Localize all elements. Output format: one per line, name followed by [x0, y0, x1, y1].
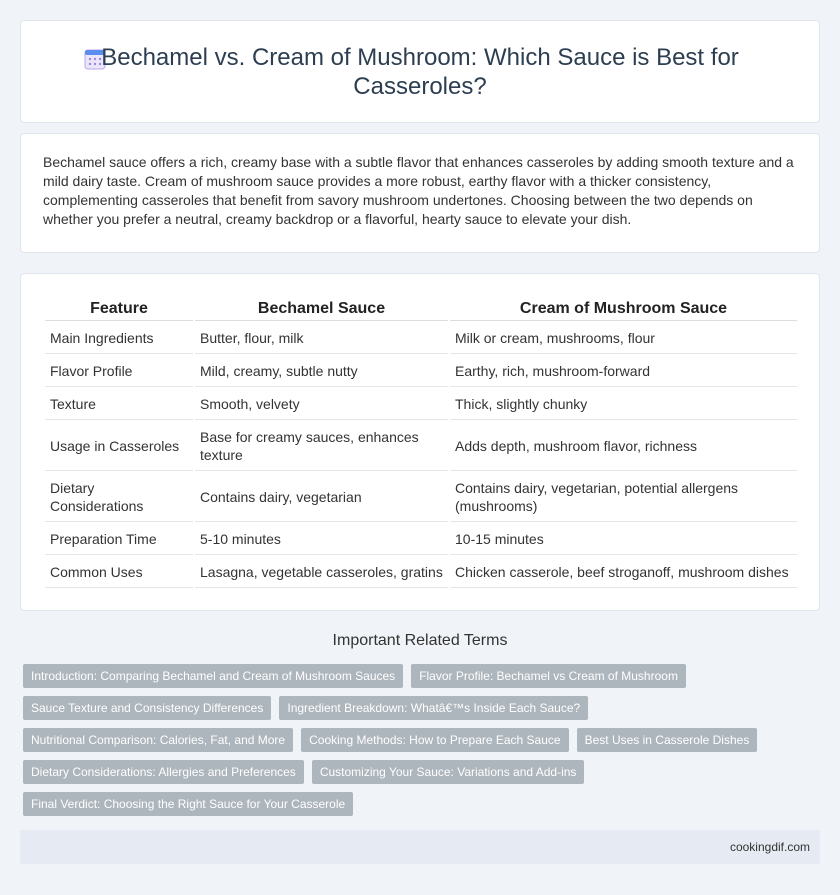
table-cell: Lasagna, vegetable casseroles, gratins [195, 557, 448, 588]
title-card [20, 20, 820, 123]
header-cream-of-mushroom: Cream of Mushroom Sauce [450, 296, 797, 321]
related-term-link[interactable]: Final Verdict: Choosing the Right Sauce for Your Casserole [23, 792, 353, 816]
related-term-link[interactable]: Flavor Profile: Bechamel vs Cream of Mushroom [411, 664, 686, 688]
table-cell: Adds depth, mushroom flavor, richness [450, 422, 797, 471]
table-row [45, 422, 797, 471]
header-feature: Feature [45, 296, 193, 321]
table-cell: Milk or cream, mushrooms, flour [450, 323, 797, 354]
table-cell: Preparation Time [45, 524, 193, 555]
table-cell: Usage in Casseroles [45, 422, 193, 471]
table-cell: Main Ingredients [45, 323, 193, 354]
related-terms-title: Important Related Terms [332, 632, 508, 649]
table-cell: Chicken casserole, beef stroganoff, mushroom dishes [450, 557, 797, 588]
table-row [45, 473, 797, 522]
table-cell: Dietary Considerations [45, 473, 193, 522]
related-term-link[interactable]: Dietary Considerations: Allergies and Preferences [23, 760, 304, 784]
related-term-link[interactable]: Cooking Methods: How to Prepare Each Sauce [301, 728, 568, 752]
related-term-link[interactable]: Introduction: Comparing Bechamel and Cream of Mushroom Sauces [23, 664, 403, 688]
table-header-row [45, 296, 797, 321]
related-term-link[interactable]: Customizing Your Sauce: Variations and Add-ins [312, 760, 585, 784]
table-cell: Earthy, rich, mushroom-forward [450, 356, 797, 387]
table-row [45, 323, 797, 354]
table-cell: Mild, creamy, subtle nutty [195, 356, 448, 387]
table-cell: Contains dairy, vegetarian, potential allergens (mushrooms) [450, 473, 797, 522]
related-term-link[interactable]: Ingredient Breakdown: Whatâ€™s Inside Each Sauce? [279, 696, 588, 720]
related-term-link[interactable]: Nutritional Comparison: Calories, Fat, and More [23, 728, 293, 752]
table-cell: 10-15 minutes [450, 524, 797, 555]
comparison-card [20, 273, 820, 611]
footer-site-name: cookingdif.com [729, 840, 810, 854]
table-row [45, 389, 797, 420]
comparison-table [43, 294, 799, 590]
intro-paragraph: Bechamel sauce offers a rich, creamy base with a subtle flavor that enhances casseroles by adding smooth texture and a mild dairy taste. Cream of mushroom sauce provides a more robust, earthy flavor with a thicker consistency, complementing casseroles that benefit from savory mushroom undertones. Choosing between the two depends on whether you prefer a neutral, creamy backdrop or a flavorful, hearty sauce to elevate your dish. [43, 154, 794, 227]
table-row [45, 524, 797, 555]
table-cell: Contains dairy, vegetarian [195, 473, 448, 522]
related-term-link[interactable]: Sauce Texture and Consistency Differences [23, 696, 271, 720]
related-term-link[interactable]: Best Uses in Casserole Dishes [577, 728, 758, 752]
related-terms-list [23, 664, 803, 816]
table-cell: 5-10 minutes [195, 524, 448, 555]
header-bechamel: Bechamel Sauce [195, 296, 448, 321]
table-row [45, 356, 797, 387]
table-cell: Texture [45, 389, 193, 420]
intro-card [20, 133, 820, 253]
table-cell: Butter, flour, milk [195, 323, 448, 354]
footer [20, 830, 820, 864]
table-row [45, 557, 797, 588]
table-cell: Base for creamy sauces, enhances texture [195, 422, 448, 471]
table-cell: Thick, slightly chunky [450, 389, 797, 420]
table-cell: Flavor Profile [45, 356, 193, 387]
table-cell: Smooth, velvety [195, 389, 448, 420]
table-cell: Common Uses [45, 557, 193, 588]
page-title: Bechamel vs. Cream of Mushroom: Which Sauce is Best for Casseroles? [101, 44, 739, 100]
